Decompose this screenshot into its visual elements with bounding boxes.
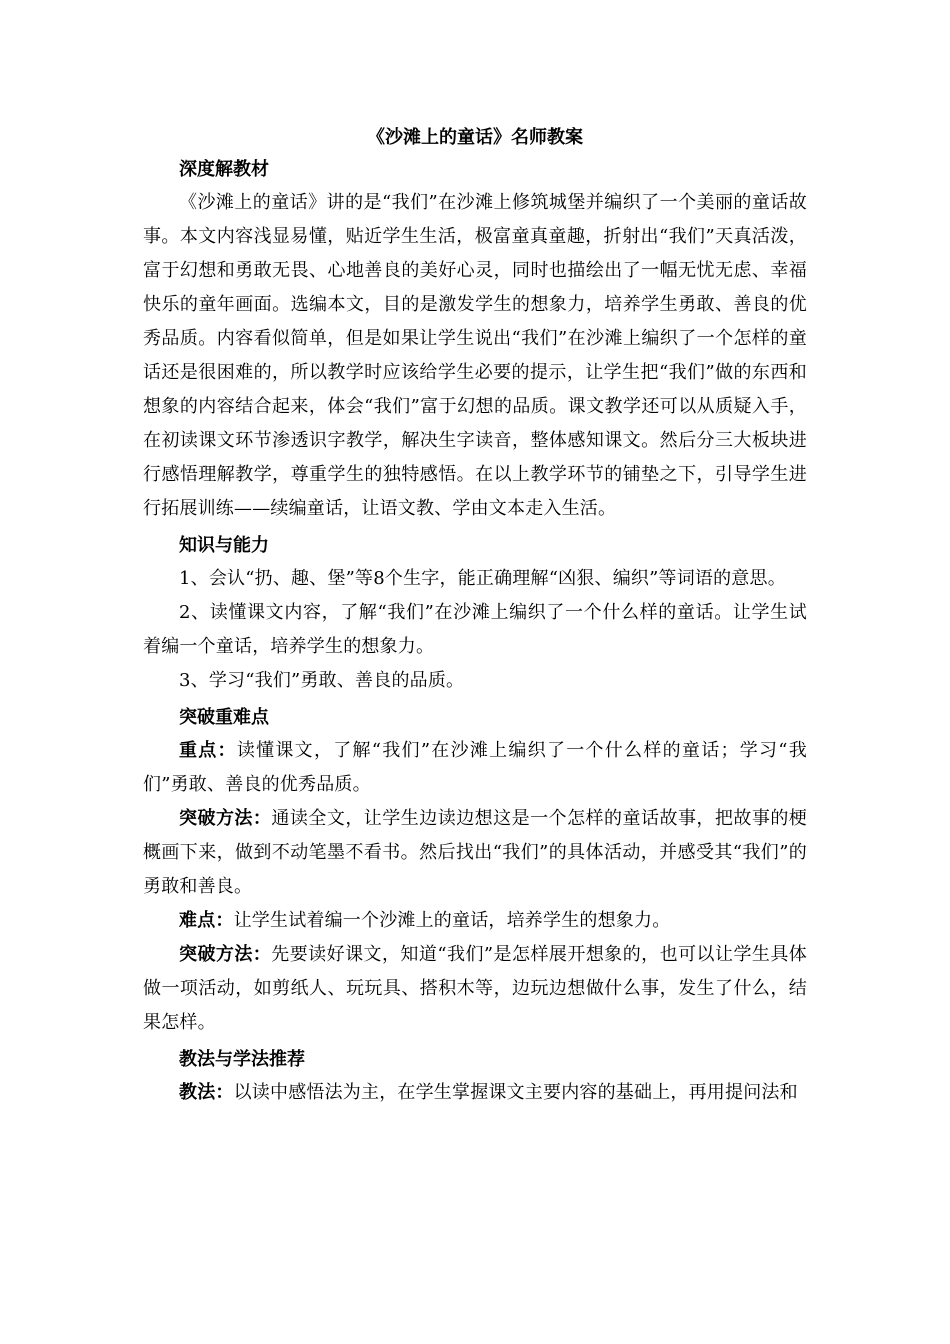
- paragraph: [143, 1076, 807, 1110]
- paragraph: [143, 186, 807, 526]
- section-heading: 深度解教材: [179, 159, 269, 180]
- section-heading: 教法与学法推荐: [179, 1049, 305, 1070]
- section-heading: 知识与能力: [179, 535, 269, 556]
- paragraph: [143, 596, 807, 664]
- paragraph-text: 先要读好课文，知道“我们”是怎样展开想象的，也可以让学生具体做一项活动，如剪纸人、玩玩具、搭积木等，边玩边想做什么事，发生了什么，结果怎样。: [143, 944, 807, 1033]
- paragraph-lead: 教法：: [179, 1082, 234, 1103]
- paragraph-text: 1、会认“扔、趣、堡”等8个生字，能正确理解“凶狠、编织”等词语的意思。: [179, 568, 786, 589]
- paragraph-lead: 突破方法：: [179, 808, 272, 829]
- paragraph: [143, 562, 807, 596]
- document-body: [143, 122, 807, 1110]
- section-heading: 突破重难点: [179, 707, 269, 728]
- paragraph: [143, 938, 807, 1040]
- paragraph: [143, 802, 807, 904]
- paragraph-lead: 重点：: [179, 740, 237, 761]
- document-title: 《沙滩上的童话》名师教案: [367, 127, 583, 148]
- paragraph: [143, 664, 807, 698]
- paragraph-text: 3、学习“我们”勇敢、善良的品质。: [179, 670, 465, 691]
- paragraph-text: 通读全文，让学生边读边想这是一个怎样的童话故事，把故事的梗概画下来，做到不动笔墨不看书。然后找出“我们”的具体活动，并感受其“我们”的勇敢和善良。: [143, 808, 808, 897]
- paragraph: [143, 904, 807, 938]
- paragraph-text: 读懂课文，了解“我们”在沙滩上编织了一个什么样的童话；学习“我们”勇敢、善良的优秀品质。: [143, 740, 807, 795]
- paragraph-text: 2、读懂课文内容，了解“我们”在沙滩上编织了一个什么样的童话。让学生试着编一个童话，培养学生的想象力。: [143, 602, 807, 657]
- paragraph-text: 《沙滩上的童话》讲的是“我们”在沙滩上修筑城堡并编织了一个美丽的童话故事。本文内容浅显易懂，贴近学生生活，极富童真童趣，折射出“我们”天真活泼，富于幻想和勇敢无畏、心地善良的美好心灵，同时也描绘出了一幅无忧无虑、幸福快乐的童年画面。选编本文，目的是激发学生的想象力，培养学生勇敢、善良的优秀品质。内容看似简单，但是如果让学生说出“我们”在沙滩上编织了一个怎样的童话还是很困难的，所以教学时应该给学生必要的提示，让学生把“我们”做的东西和想象的内容结合起来，体会“我们”富于幻想的品质。课文教学还可以从质疑入手，在初读课文环节渗透识字教学，解决生字读音，整体感知课文。然后分三大板块进行感悟理解教学，尊重学生的独特感悟。在以上教学环节的铺垫之下，引导学生进行拓展训练——续编童话，让语文教、学由文本走入生活。: [143, 192, 807, 519]
- paragraph-lead: 突破方法：: [179, 944, 272, 965]
- paragraph: [143, 734, 807, 802]
- paragraph-text: 让学生试着编一个沙滩上的童话，培养学生的想象力。: [233, 910, 671, 931]
- paragraph-lead: 难点：: [179, 910, 234, 931]
- paragraph-text: 以读中感悟法为主，在学生掌握课文主要内容的基础上，再用提问法和: [233, 1082, 798, 1103]
